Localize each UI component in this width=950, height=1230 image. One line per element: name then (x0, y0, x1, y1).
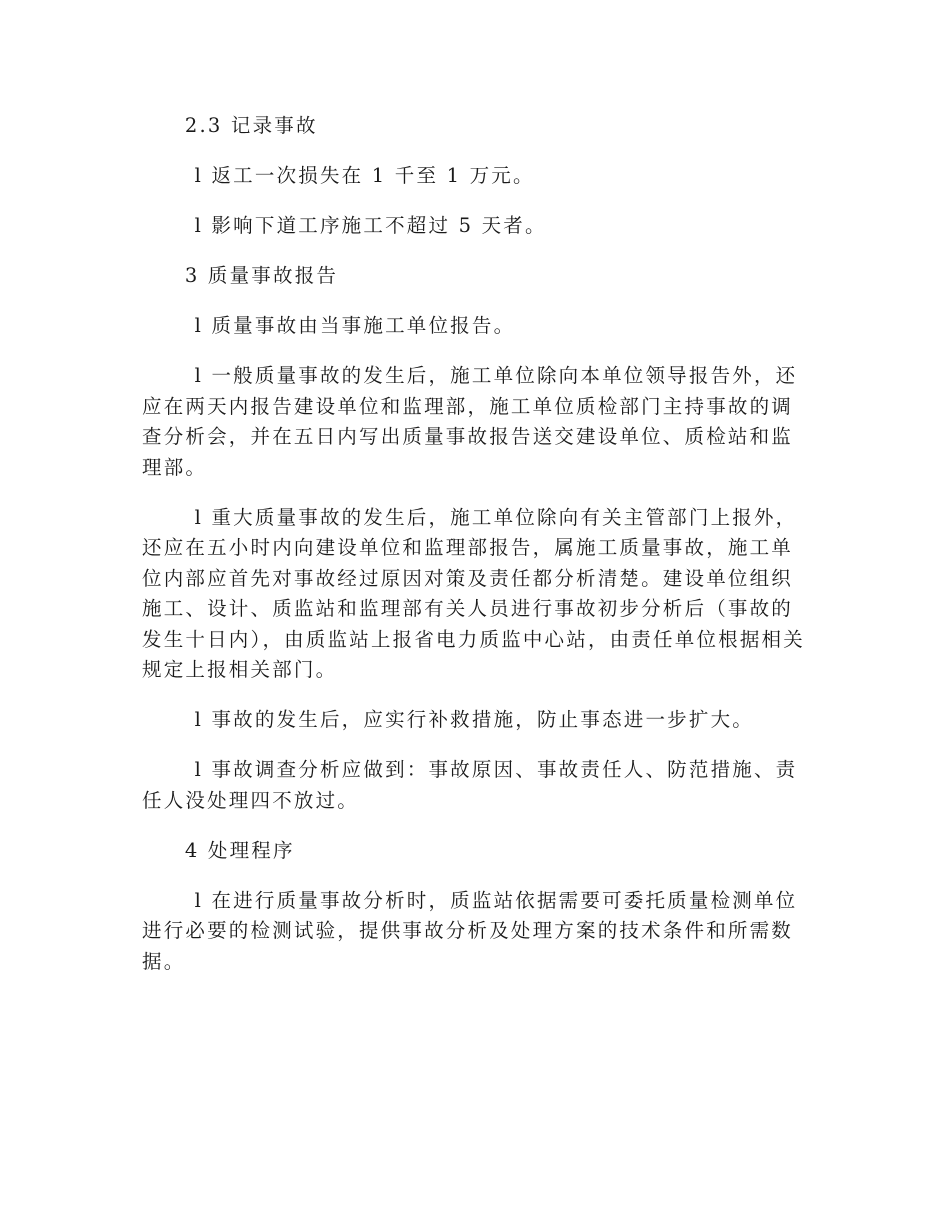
list-item: l 在进行质量事故分析时，质监站依据需要可委托质量检测单位进行必要的检测试验，提供事故分析及处理方案的技术条件和所需数据。 (142, 888, 798, 973)
list-item: l 返工一次损失在 1 千至 1 万元。 (194, 164, 535, 187)
section-heading-3: 3 质量事故报告 (184, 264, 339, 287)
document-body (142, 111, 810, 997)
list-item: l 事故调查分析应做到：事故原因、事故责任人、防范措施、责任人没处理四不放过。 (142, 758, 798, 812)
section-heading-4: 4 处理程序 (184, 838, 295, 862)
section-heading-2-3: 2.3 记录事故 (184, 114, 318, 137)
list-item: l 重大质量事故的发生后，施工单位除向有关主管部门上报外，还应在五小时内向建设单位和监理部报告，属施工质量事故，施工单位内部应首先对事故经过原因对策及责任都分析清楚。建设单位组织施工、设计、质监站和监理部有关人员进行事故初步分析后（事故的发生十日内），由质监站上报省电力质监中心站，由责任单位根据相关规定上报相关部门。 (142, 505, 805, 681)
list-item: l 一般质量事故的发生后，施工单位除向本单位领导报告外，还应在两天内报告建设单位和监理部，施工单位质检部门主持事故的调查分析会，并在五日内写出质量事故报告送交建设单位、质检站和监理部。 (142, 364, 798, 479)
list-item: l 影响下道工序施工不超过 5 天者。 (194, 214, 547, 237)
list-item: l 质量事故由当事施工单位报告。 (194, 314, 516, 337)
list-item: l 事故的发生后，应实行补救措施，防止事态进一步扩大。 (194, 708, 754, 731)
